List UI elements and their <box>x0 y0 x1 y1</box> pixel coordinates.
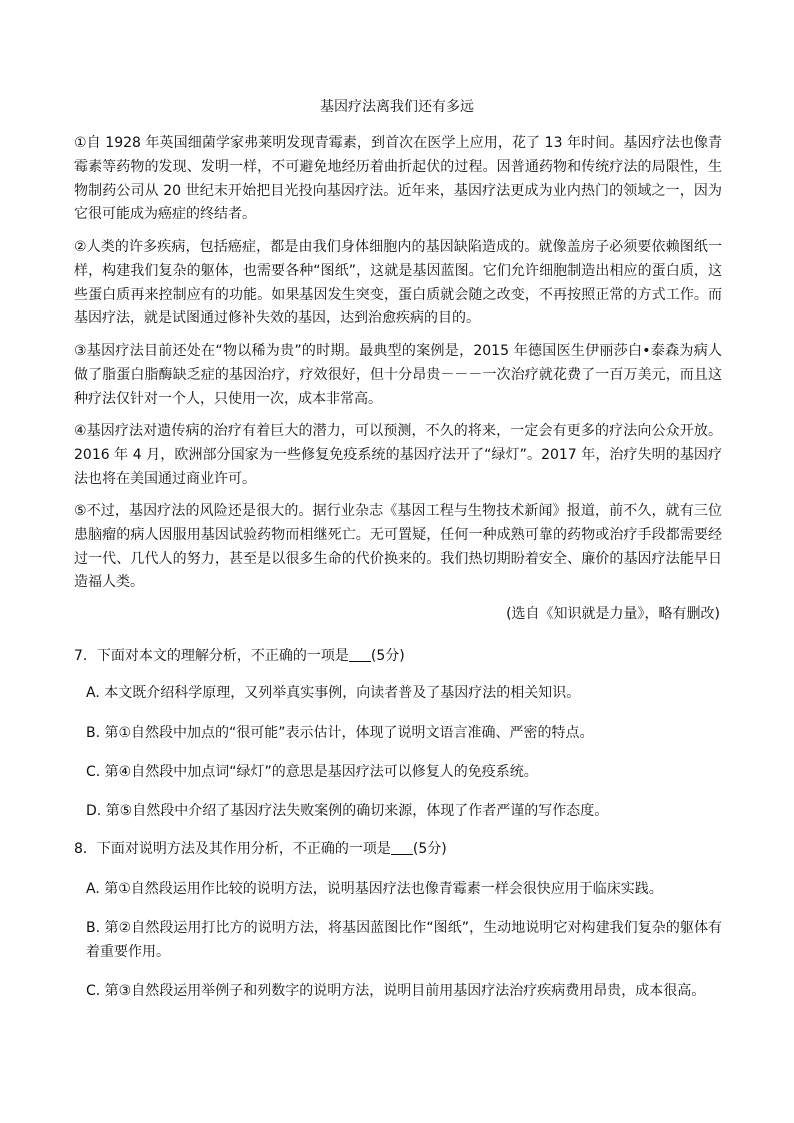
question-8-option-c: C. 第③自然段运用举例子和列数字的说明方法，说明目前用基因疗法治疗疾病费用昂贵，成本很高。 <box>86 983 706 999</box>
answer-blank[interactable] <box>391 840 413 855</box>
question-7-stem <box>74 645 722 667</box>
question-8-score: (5分) <box>412 841 447 857</box>
paragraph-2: ②人类的许多疾病，包括癌症，都是由我们身体细胞内的基因缺陷造成的。就像盖房子必须要依赖图纸一样，构建我们复杂的躯体，也需要各种“图纸”，这就是基因蓝图。它们允许细胞制造出相应的蛋白质，这些蛋白质再来控制应有的功能。如果基因发生突变，蛋白质就会随之改变，不再按照正常的方式工作。而基因疗法，就是试图通过修补失效的基因，达到治愈疾病的目的。 <box>74 239 722 327</box>
answer-blank[interactable] <box>349 647 371 662</box>
article-title: 基因疗法离我们还有多远 <box>320 99 474 115</box>
question-8-option-b: B. 第②自然段运用打比方的说明方法，将基因蓝图比作“图纸”，生动地说明它对构建我们复杂的躯体有着重要作用。 <box>86 920 722 960</box>
paragraph-4: ④基因疗法对遗传病的治疗有着巨大的潜力，可以预测，不久的将来，一定会有更多的疗法向公众开放。2016 年 4 月，欧洲部分国家为一些修复免疫系统的基因疗法开了“绿灯”。2017 年，治疗失明的基因疗法也将在美国通过商业许可。 <box>74 423 722 487</box>
question-7-option-a: A. 本文既介绍科学原理，又列举真实事例，向读者普及了基因疗法的相关知识。 <box>86 685 581 701</box>
question-7-option-d: D. 第⑤自然段中介绍了基因疗法失败案例的确切来源，体现了作者严谨的写作态度。 <box>86 803 609 819</box>
question-7-option-c: C. 第④自然段中加点词“绿灯”的意思是基因疗法可以修复人的免疫系统。 <box>86 764 538 780</box>
question-7-text: 7．下面对本文的理解分析，不正确的一项是 <box>74 648 349 664</box>
source-note: (选自《知识就是力量》，略有删改) <box>506 606 720 622</box>
paragraph-3: ③基因疗法目前还处在“物以稀为贵”的时期。最典型的案例是，2015 年德国医生伊丽莎白•泰森为病人做了脂蛋白脂酶缺乏症的基因治疗，疗效很好，但十分昂贵－－－一次治疗就花费了一百万美元，而且这种疗法仅针对一个人，只使用一次，成本非常高。 <box>74 343 722 407</box>
question-8-option-a: A. 第①自然段运用作比较的说明方法，说明基因疗法也像青霉素一样会很快应用于临床实践。 <box>86 881 663 897</box>
question-8-stem <box>74 838 722 860</box>
question-7-option-b: B. 第①自然段中加点的“很可能”表示估计，体现了说明文语言准确、严密的特点。 <box>86 725 594 741</box>
paragraph-5: ⑤不过，基因疗法的风险还是很大的。据行业杂志《基因工程与生物技术新闻》报道，前不久，就有三位患脑瘤的病人因服用基因试验药物而相继死亡。无可置疑，任何一种成熟可靠的药物或治疗手段都需要经过一代、几代人的努力，甚至是以很多生命的代价换来的。我们热切期盼着安全、廉价的基因疗法能早日造福人类。 <box>74 503 722 591</box>
question-8-text: 8．下面对说明方法及其作用分析，不正确的一项是 <box>74 841 391 857</box>
paragraph-1: ①自 1928 年英国细菌学家弗莱明发现青霉素，到首次在医学上应用，花了 13 年时间。基因疗法也像青霉素等药物的发现、发明一样，不可避免地经历着曲折起伏的过程。因普通药物和传统疗法的局限性，生物制药公司从 20 世纪末开始把目光投向基因疗法。近年来，基因疗法更成为业内热门的领域之一，因为它很可能成为癌症的终结者。 <box>74 135 722 223</box>
question-7-score: (5分) <box>370 648 405 664</box>
